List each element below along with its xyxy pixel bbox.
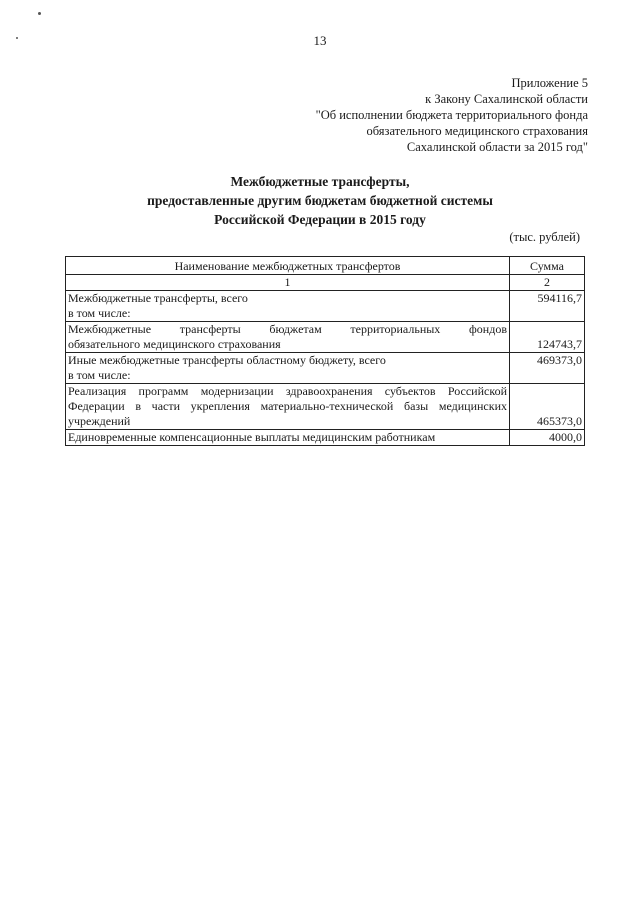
transfers-table [65,256,585,446]
appendix-line: "Об исполнении бюджета территориального фонда [315,108,588,122]
row-name-line: Межбюджетные трансферты, всего [68,291,248,305]
appendix-line: Приложение 5 [511,76,588,90]
row-name-line: Иные межбюджетные трансферты областному бюджету, всего [68,353,386,367]
row-name: Единовременные компенсационные выплаты медицинским работникам [66,430,510,446]
row-name-line: обязательного медицинского страхования [68,337,281,351]
column-number-row [66,275,585,291]
row-name [66,322,510,353]
table-row [66,384,585,430]
appendix-line: Сахалинской области за 2015 год" [406,140,588,154]
column-number: 1 [66,275,510,291]
row-name-line: Межбюджетные трансферты бюджетам территориальных фондов [68,322,507,336]
table-header-row [66,257,585,275]
row-sum: 465373,0 [510,384,585,430]
row-name-line: в том числе: [68,368,131,382]
header-sum: Сумма [510,257,585,275]
row-sum: 4000,0 [510,430,585,446]
appendix-line: обязательного медицинского страхования [366,124,588,138]
table-row [66,430,585,446]
row-name [66,353,510,384]
appendix-line: к Закону Сахалинской области [425,92,588,106]
header-name: Наименование межбюджетных трансфертов [66,257,510,275]
row-name-line: в том числе: [68,306,131,320]
title-line: предоставленные другим бюджетам бюджетной системы [147,193,493,208]
table-row [66,291,585,322]
document-title [0,172,640,229]
row-sum: 469373,0 [510,353,585,384]
row-sum: 594116,7 [510,291,585,322]
page-number: 13 [313,33,327,48]
row-sum: 124743,7 [510,322,585,353]
table-row [66,353,585,384]
unit-label: (тыс. рублей) [509,230,580,244]
row-name: Реализация программ модернизации здравоохранения субъектов Российской Федерации в части укрепления материально-технической базы медицинских учреждений [66,384,510,430]
column-number: 2 [510,275,585,291]
appendix-reference [316,75,588,155]
title-line: Российской Федерации в 2015 году [214,212,426,227]
row-name [66,291,510,322]
table-row [66,322,585,353]
title-line: Межбюджетные трансферты, [230,174,410,189]
scan-speck [38,12,41,15]
